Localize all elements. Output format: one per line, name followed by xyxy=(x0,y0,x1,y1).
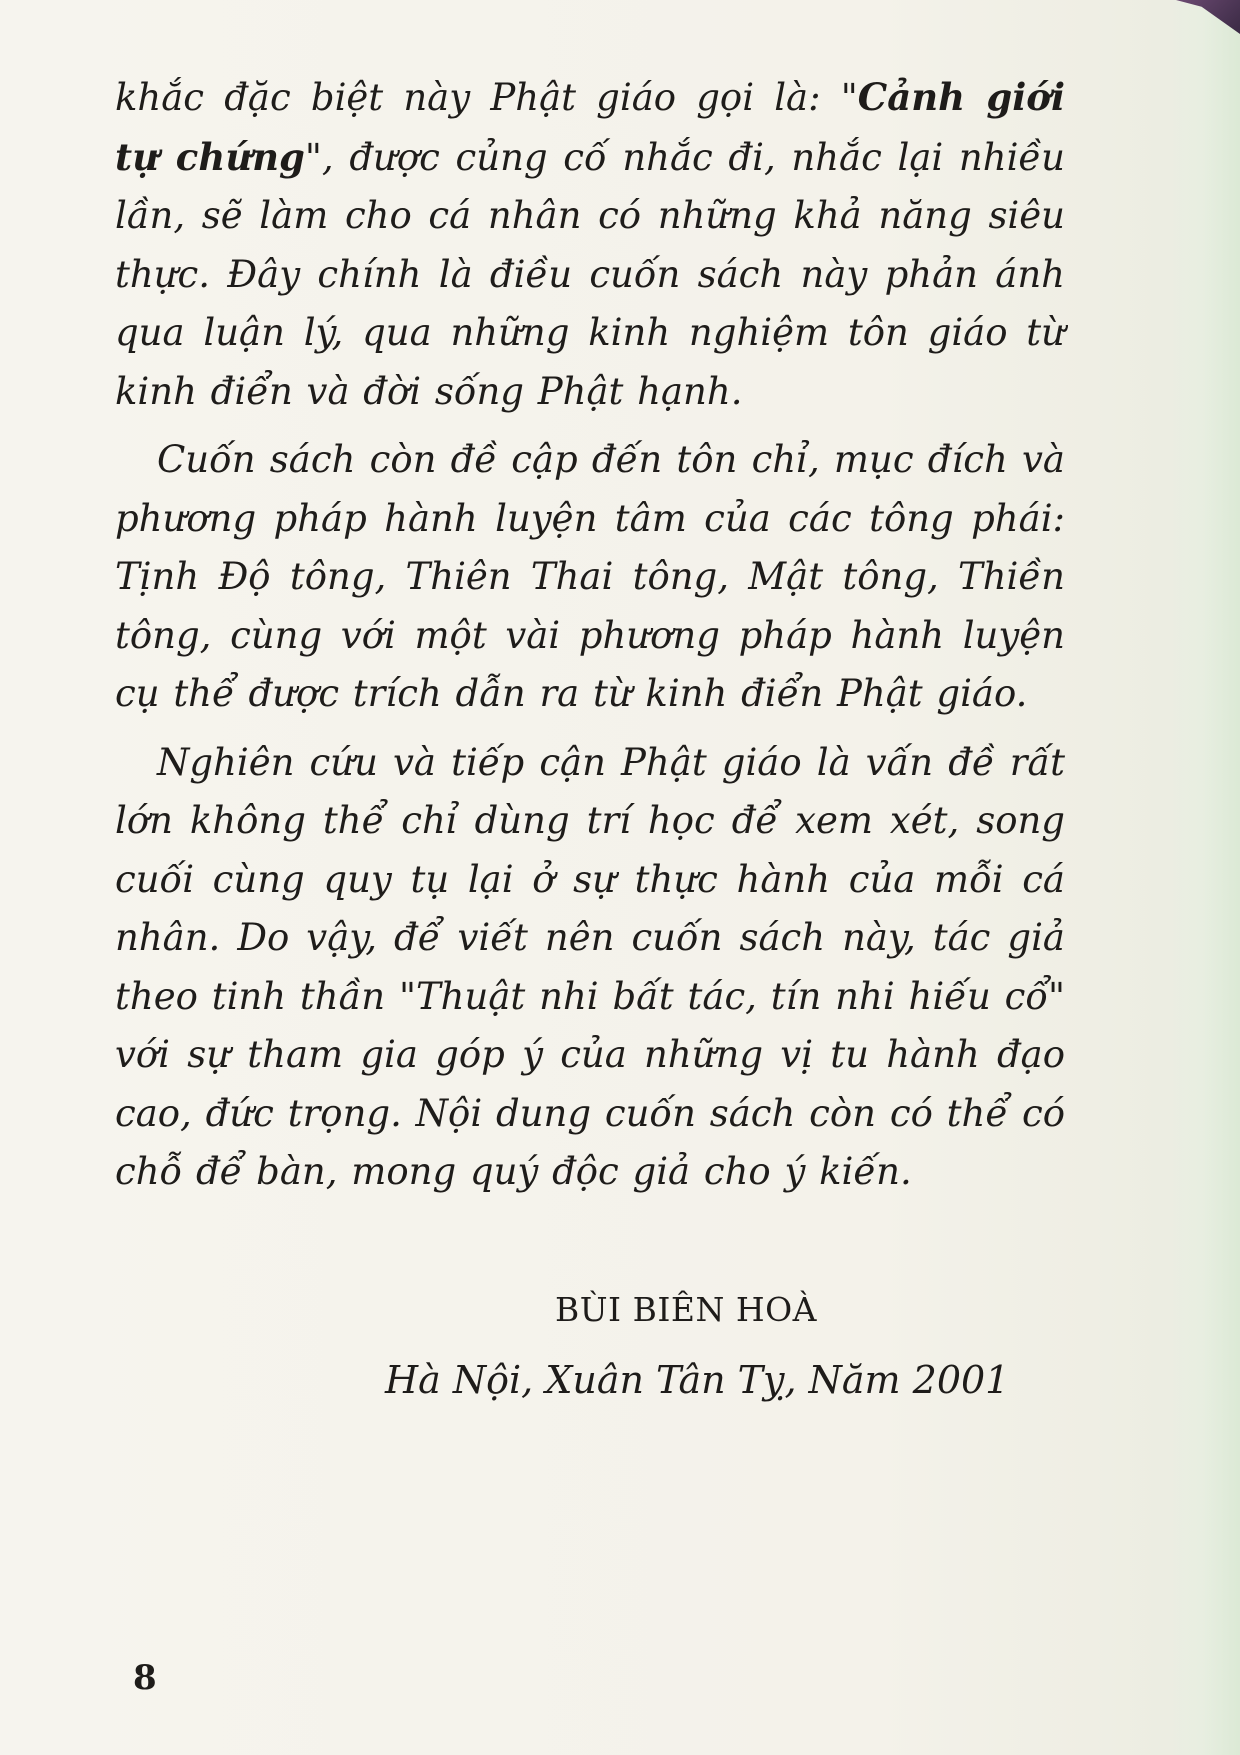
body-text xyxy=(115,68,1065,1212)
paragraph-3 xyxy=(115,734,1065,1202)
page-number: 8 xyxy=(133,1658,157,1698)
author-name: BÙI BIÊN HOÀ xyxy=(555,1290,817,1329)
paragraph-2 xyxy=(115,431,1065,724)
paragraph-3-text: Nghiên cứu và tiếp cận Phật giáo là vấn đề rất lớn không thể chỉ dùng trí học để xem xét, song cuối cùng quy tụ lại ở sự thực hành của mỗi cá nhân. Do vậy, để viết nên cuốn sách này, tác giả theo tinh thần "Thuật nhi bất tác, tín nhi hiếu cổ" với sự tham gia góp ý của những vị tu hành đạo cao, đức trọng. Nội dung cuốn sách còn có thể có chỗ để bàn, mong quý độc giả cho ý kiến. xyxy=(115,740,1065,1193)
paragraph-1 xyxy=(115,68,1065,421)
page-edge-shadow xyxy=(1170,0,1240,1755)
place-date: Hà Nội, Xuân Tân Tỵ, Năm 2001 xyxy=(385,1358,1010,1402)
paragraph-1-seg-3: ", được củng cố nhắc đi, nhắc lại nhiều lần, sẽ làm cho cá nhân có những khả năng siêu thực. Đây chính là điều cuốn sách này phản ánh qua luận lý, qua những kinh nghiệm tôn giáo từ kinh điển và đời sống Phật hạnh. xyxy=(115,135,1065,413)
paragraph-1-seg-1: khắc đặc biệt này Phật giáo gọi là: " xyxy=(115,76,858,119)
paragraph-1-emphasis: Cảnh giới tự chứng xyxy=(115,75,1065,179)
paragraph-2-text: Cuốn sách còn đề cập đến tôn chỉ, mục đích và phương pháp hành luyện tâm của các tông phái: Tịnh Độ tông, Thiên Thai tông, Mật tông, Thiền tông, cùng với một vài phương pháp hành luyện cụ thể được trích dẫn ra từ kinh điển Phật giáo. xyxy=(115,438,1065,715)
